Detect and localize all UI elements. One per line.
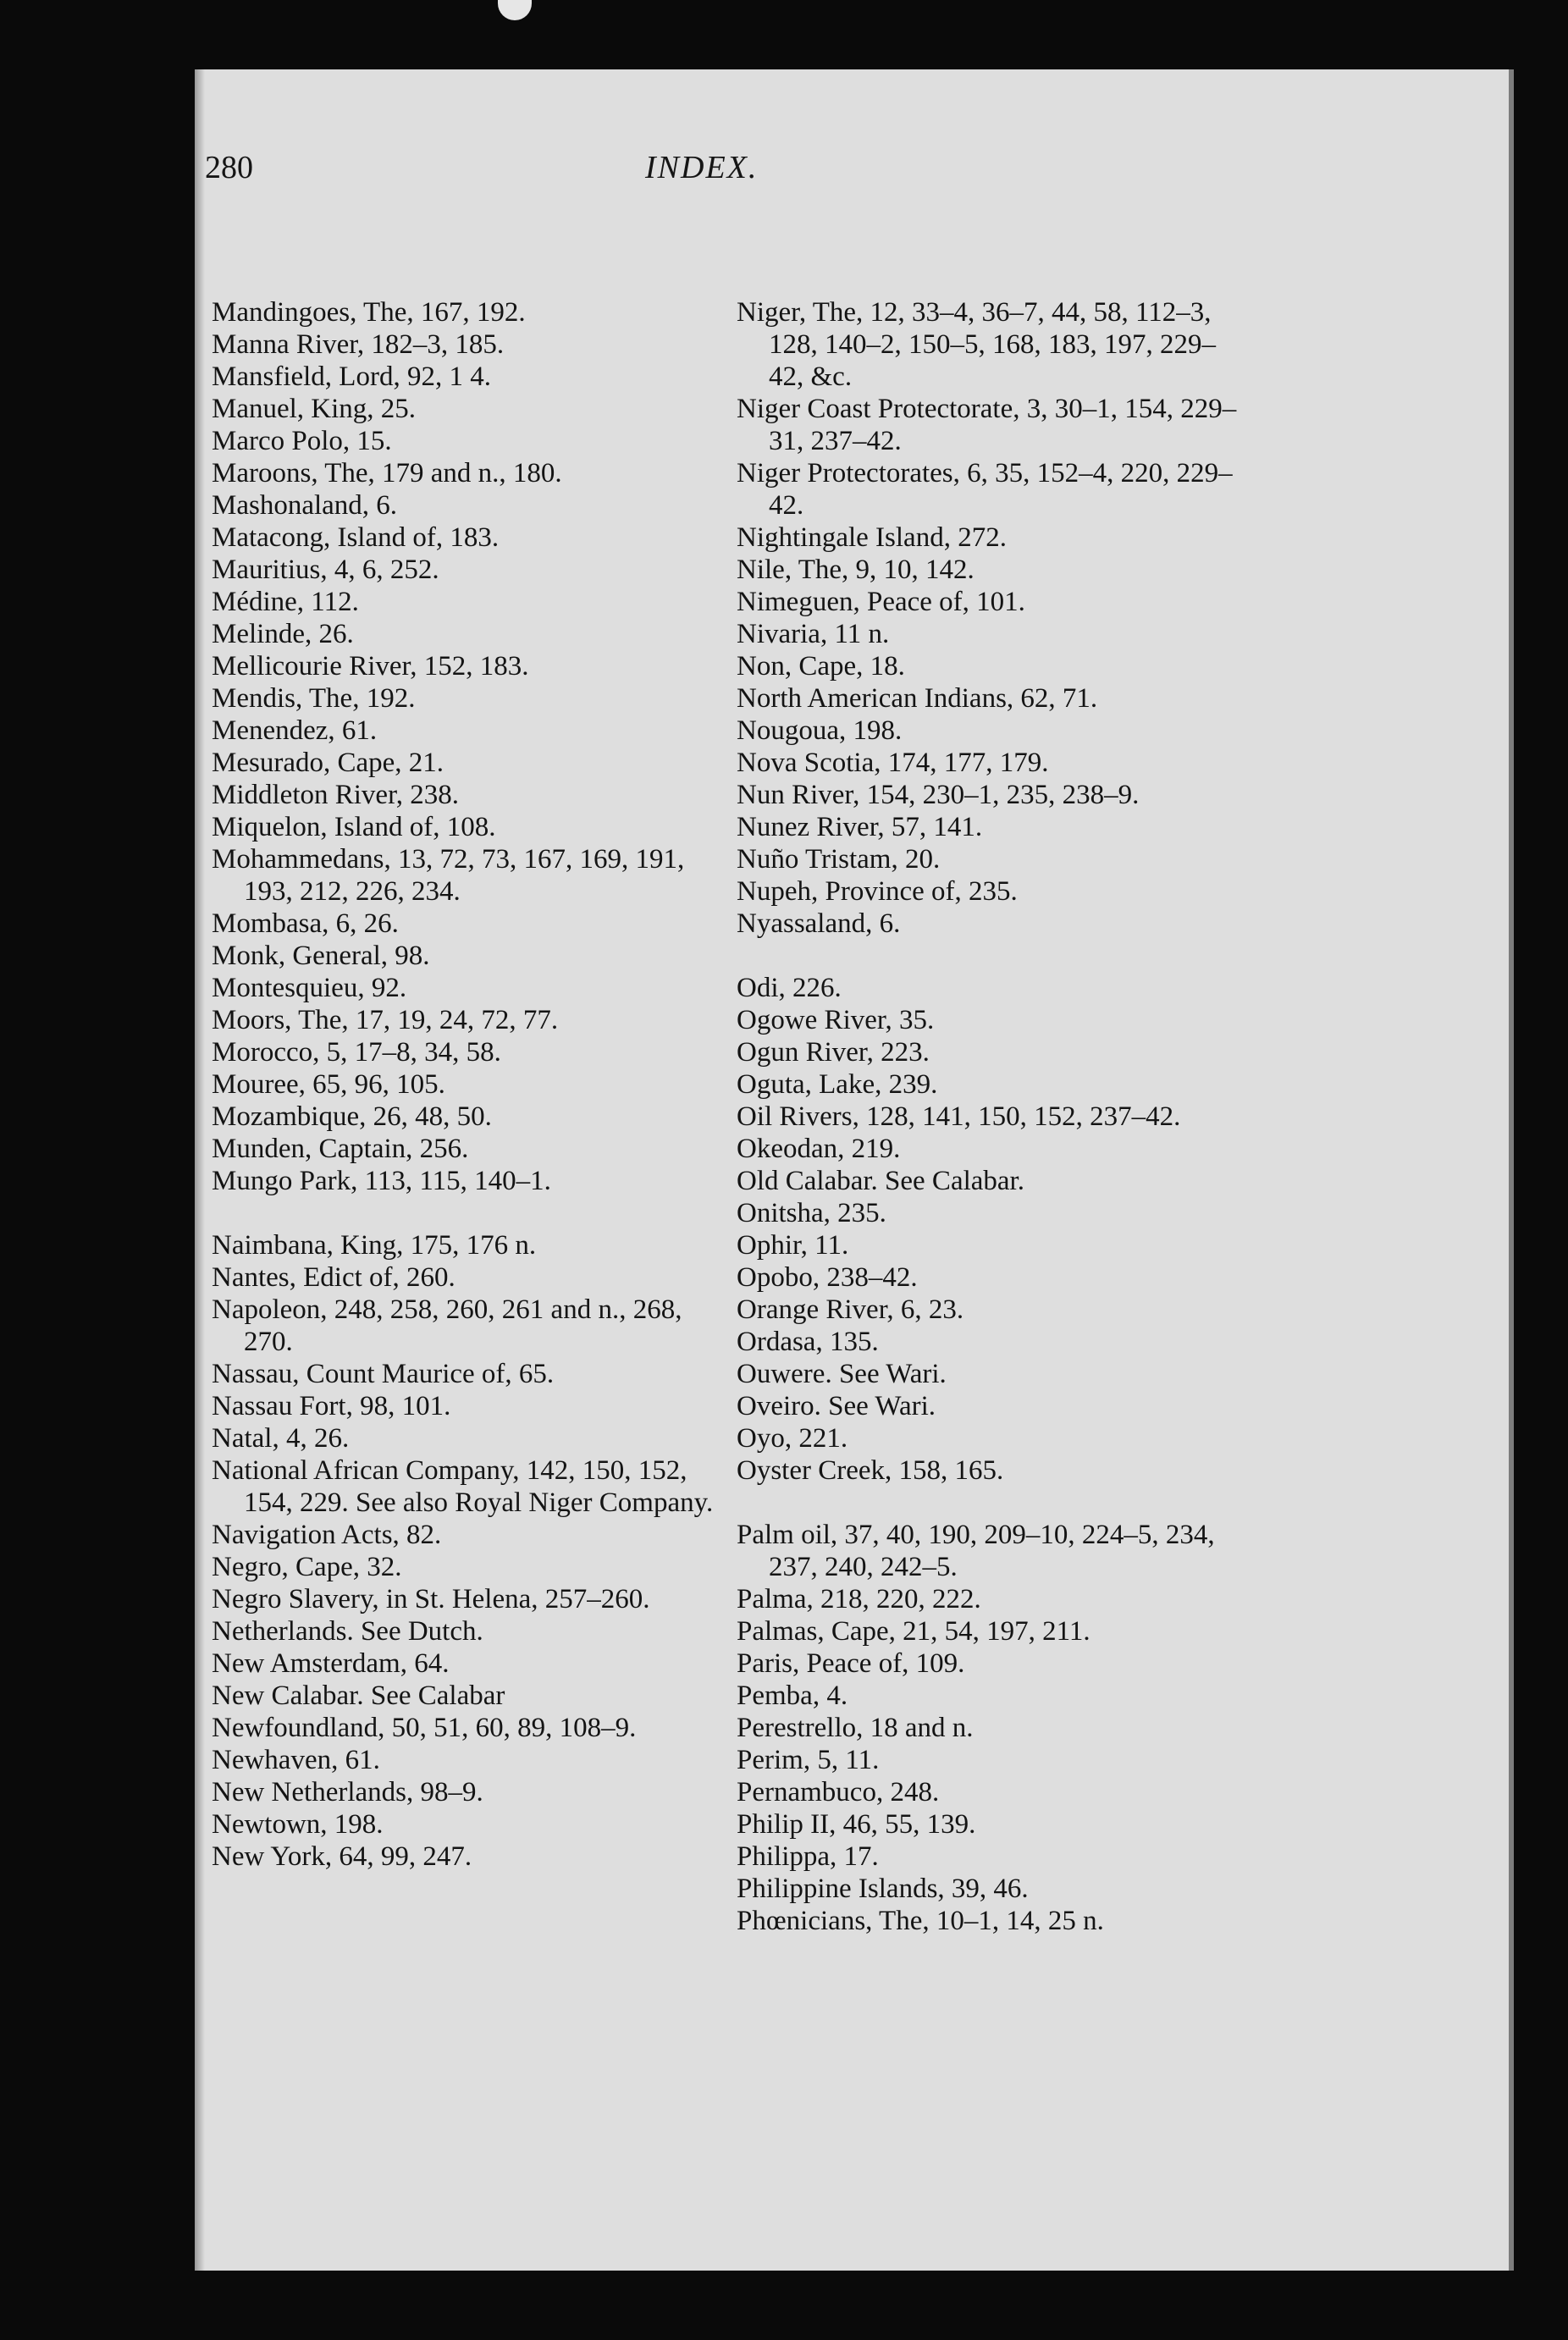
index-entry: New Netherlands, 98–9. (212, 1777, 483, 1807)
index-entry: Oil Rivers, 128, 141, 150, 152, 237–42. (737, 1101, 1181, 1132)
index-entry: New Amsterdam, 64. (212, 1648, 450, 1679)
index-entry: Nile, The, 9, 10, 142. (737, 555, 974, 585)
index-entry: Marco Polo, 15. (212, 426, 392, 456)
index-entry: Philip II, 46, 55, 139. (737, 1809, 976, 1840)
index-entry: Ordasa, 135. (737, 1327, 879, 1357)
index-entry: New Calabar. See Calabar (212, 1680, 505, 1711)
index-entry: Oguta, Lake, 239. (737, 1069, 938, 1100)
index-entry: Netherlands. See Dutch. (212, 1616, 483, 1647)
index-entry: Phœnicians, The, 10–1, 14, 25 n. (737, 1906, 1104, 1936)
index-entry: Oyster Creek, 158, 165. (737, 1455, 1004, 1486)
index-entry: Mouree, 65, 96, 105. (212, 1069, 445, 1100)
index-entry: Non, Cape, 18. (737, 651, 905, 682)
index-entry: Nyassaland, 6. (737, 908, 901, 939)
index-entry: Ogowe River, 35. (737, 1005, 935, 1035)
index-entry: Middleton River, 238. (212, 780, 459, 810)
index-entry: Newfoundland, 50, 51, 60, 89, 108–9. (212, 1713, 637, 1743)
index-entry: Nivaria, 11 n. (737, 619, 890, 649)
index-entry: Nunez River, 57, 141. (737, 812, 983, 842)
index-entry: Mesurado, Cape, 21. (212, 748, 444, 778)
index-entry: Ogun River, 223. (737, 1037, 930, 1068)
index-entry: Matacong, Island of, 183. (212, 522, 500, 553)
index-entry: Nupeh, Province of, 235. (737, 876, 1018, 907)
index-column-left (212, 296, 720, 1873)
index-entry: Médine, 112. (212, 587, 359, 617)
index-entry: Manuel, King, 25. (212, 394, 417, 424)
index-entry: New York, 64, 99, 247. (212, 1841, 472, 1872)
index-entry: Nantes, Edict of, 260. (212, 1262, 455, 1293)
index-entry: Nassau Fort, 98, 101. (212, 1391, 451, 1421)
index-entry: Mohammedans, 13, 72, 73, 167, 169, 191, 193, 212, 226, 234. (212, 844, 685, 907)
index-entry: Montesquieu, 92. (212, 973, 407, 1003)
index-entry: Naimbana, King, 175, 176 n. (212, 1230, 537, 1261)
index-entry: Ophir, 11. (737, 1230, 849, 1261)
index-entry: Mozambique, 26, 48, 50. (212, 1101, 492, 1132)
index-entry: Palmas, Cape, 21, 54, 197, 211. (737, 1616, 1090, 1647)
index-entry: Mauritius, 4, 6, 252. (212, 555, 439, 585)
index-entry: Newhaven, 61. (212, 1745, 380, 1775)
index-entry: Pemba, 4. (737, 1680, 848, 1711)
index-entry: Mungo Park, 113, 115, 140–1. (212, 1166, 551, 1196)
index-entry: Mombasa, 6, 26. (212, 908, 399, 939)
index-entry: Munden, Captain, 256. (212, 1134, 469, 1164)
index-entry: Orange River, 6, 23. (737, 1294, 964, 1325)
index-entry: Mansfield, Lord, 92, 1 4. (212, 361, 491, 392)
index-entry: North American Indians, 62, 71. (737, 683, 1098, 714)
index-entry: Nassau, Count Maurice of, 65. (212, 1359, 555, 1389)
index-entry: Philippa, 17. (737, 1841, 879, 1872)
index-entry: Odi, 226. (737, 973, 842, 1003)
index-entry: Palm oil, 37, 40, 190, 209–10, 224–5, 234, 237, 240, 242–5. (737, 1520, 1215, 1582)
index-entry: Menendez, 61. (212, 715, 378, 746)
index-entry: Opobo, 238–42. (737, 1262, 918, 1293)
index-entry: Palma, 218, 220, 222. (737, 1584, 981, 1614)
page-number: 280 (205, 150, 253, 185)
index-entry: Perestrello, 18 and n. (737, 1713, 974, 1743)
index-entry: Oyo, 221. (737, 1423, 848, 1454)
index-entry: Nuño Tristam, 20. (737, 844, 941, 875)
index-entry: Perim, 5, 11. (737, 1745, 880, 1775)
index-entry: Morocco, 5, 17–8, 34, 58. (212, 1037, 501, 1068)
index-entry: Philippine Islands, 39, 46. (737, 1874, 1029, 1904)
index-entry: Natal, 4, 26. (212, 1423, 350, 1454)
index-column-right (737, 296, 1245, 1937)
index-entry: Niger, The, 12, 33–4, 36–7, 44, 58, 112–3, 128, 140–2, 150–5, 168, 183, 197, 229–42, &c. (737, 297, 1216, 392)
index-entry: Maroons, The, 179 and n., 180. (212, 458, 562, 488)
section-gap (737, 940, 1245, 972)
index-entry: Paris, Peace of, 109. (737, 1648, 965, 1679)
section-gap (212, 1197, 720, 1229)
index-entry: Onitsha, 235. (737, 1198, 886, 1228)
index-entry: Negro, Cape, 32. (212, 1552, 402, 1582)
index-entry: Manna River, 182–3, 185. (212, 329, 505, 360)
index-entry: Nightingale Island, 272. (737, 522, 1007, 553)
index-entry: Nova Scotia, 174, 177, 179. (737, 748, 1049, 778)
index-entry: Newtown, 198. (212, 1809, 384, 1840)
running-head: INDEX. (645, 150, 759, 185)
index-entry: Okeodan, 219. (737, 1134, 901, 1164)
index-entry: Niger Protectorates, 6, 35, 152–4, 220, 229–42. (737, 458, 1233, 521)
index-entry: Navigation Acts, 82. (212, 1520, 442, 1550)
index-entry: Nimeguen, Peace of, 101. (737, 587, 1025, 617)
index-entry: National African Company, 142, 150, 152, 154, 229. See also Royal Niger Company. (212, 1455, 714, 1518)
index-entry: Miquelon, Island of, 108. (212, 812, 496, 842)
index-entry: Pernambuco, 248. (737, 1777, 940, 1807)
index-entry: Melinde, 26. (212, 619, 354, 649)
index-entry: Ouwere. See Wari. (737, 1359, 947, 1389)
page-edge (1509, 69, 1514, 2271)
index-entry: Niger Coast Protectorate, 3, 30–1, 154, 229–31, 237–42. (737, 394, 1237, 456)
index-entry: Mashonaland, 6. (212, 490, 398, 521)
index-entry: Old Calabar. See Calabar. (737, 1166, 1024, 1196)
index-entry: Mandingoes, The, 167, 192. (212, 297, 526, 328)
index-entry: Napoleon, 248, 258, 260, 261 and n., 268, 270. (212, 1294, 682, 1357)
index-entry: Moors, The, 17, 19, 24, 72, 77. (212, 1005, 559, 1035)
index-entry: Nougoua, 198. (737, 715, 903, 746)
index-entry: Monk, General, 98. (212, 941, 430, 971)
index-entry: Negro Slavery, in St. Helena, 257–260. (212, 1584, 650, 1614)
section-gap (737, 1487, 1245, 1519)
scan-artifact (498, 0, 532, 20)
index-entry: Oveiro. See Wari. (737, 1391, 936, 1421)
index-entry: Mendis, The, 192. (212, 683, 416, 714)
index-entry: Mellicourie River, 152, 183. (212, 651, 529, 682)
index-entry: Nun River, 154, 230–1, 235, 238–9. (737, 780, 1140, 810)
